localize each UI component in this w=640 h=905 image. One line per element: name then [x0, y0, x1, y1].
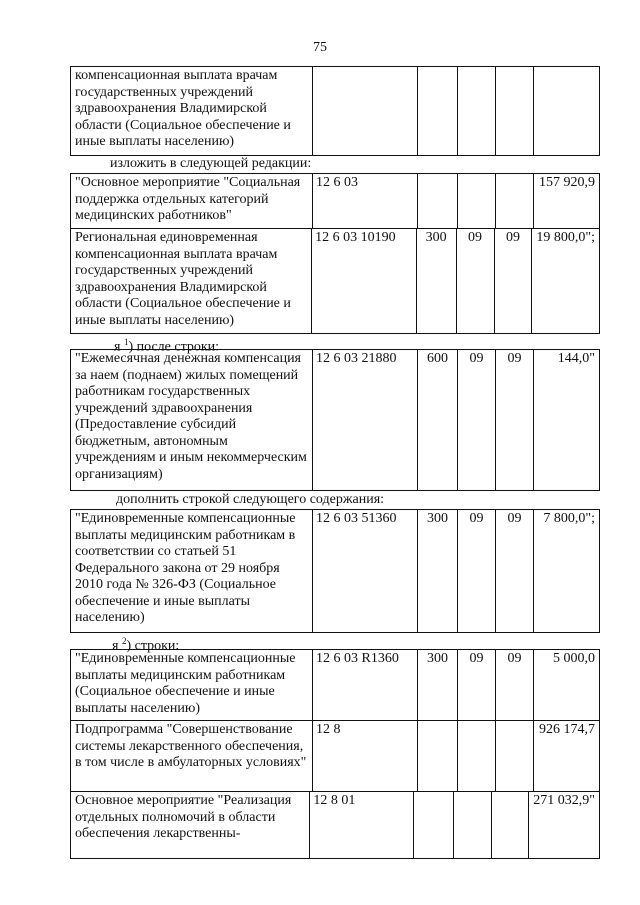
- row-code: 12 6 03 51360: [313, 510, 418, 632]
- table-row: [71, 720, 599, 791]
- row-pr: [496, 174, 534, 228]
- row-pr: 09: [496, 510, 534, 632]
- row-rz: [458, 174, 496, 228]
- row-pr: 09: [496, 350, 534, 490]
- row-vr: 300: [418, 650, 458, 720]
- row-name: "Основное мероприятие "Социальная поддержка отдельных категорий медицинских работников": [71, 174, 313, 228]
- row-vr: [418, 174, 458, 228]
- row-vr: [418, 67, 458, 155]
- budget-table-block-1: [70, 66, 600, 156]
- row-pr: [492, 792, 530, 858]
- row-rz: 09: [458, 650, 496, 720]
- table-row: [71, 67, 599, 155]
- instruction-line: дополнить строкой следующего содержания:: [116, 492, 385, 507]
- instruction-prefix: я: [114, 339, 121, 355]
- row-rz: 09: [457, 229, 495, 333]
- budget-table-block-5: [70, 649, 600, 859]
- instruction-suffix: ) строки:: [126, 638, 180, 654]
- table-row: [71, 510, 599, 632]
- row-rz: 09: [458, 350, 496, 490]
- table-row: [71, 791, 599, 858]
- budget-table-block-2: [70, 173, 600, 334]
- row-code: 12 6 03 21880: [313, 350, 418, 490]
- row-code: 12 8: [313, 721, 418, 791]
- row-pr: 09: [496, 650, 534, 720]
- row-pr: [496, 67, 534, 155]
- row-code: 12 6 03 R1360: [313, 650, 418, 720]
- footnote-mark: 2: [121, 636, 127, 646]
- row-code: 12 8 01: [310, 792, 414, 858]
- table-row: [71, 174, 599, 228]
- row-name: компенсационная выплата врачам государственных учреждений здравоохранения Владимирской области (Социальное обеспечение и иные выплаты населению): [71, 67, 313, 155]
- row-vr: 600: [418, 350, 458, 490]
- row-sum: 144,0": [557, 351, 595, 366]
- row-vr: [418, 721, 458, 791]
- row-code: 12 6 03: [313, 174, 418, 228]
- row-name: "Единовременные компенсационные выплаты медицинским работникам в соответствии со статьей 51 Федерального закона от 29 ноября 2010 года № 326-ФЗ (Социальное обеспечение и иные выплаты населению): [71, 510, 313, 632]
- row-sum: 5 000,0: [553, 651, 595, 666]
- table-row: [71, 650, 599, 720]
- row-sum: [534, 67, 599, 155]
- table-row: [71, 350, 599, 490]
- row-sum: 19 800,0";: [536, 230, 595, 245]
- footnote-mark: 1: [123, 337, 129, 347]
- row-code: 12 6 03 10190: [312, 229, 417, 333]
- row-vr: 300: [418, 510, 458, 632]
- row-pr: 09: [495, 229, 533, 333]
- row-code: [313, 67, 418, 155]
- instruction-prefix: я: [112, 638, 119, 654]
- row-sum: 157 920,9: [539, 175, 595, 190]
- instruction-line: изложить в следующей редакции:: [110, 156, 312, 171]
- row-name: "Ежемесячная денежная компенсация за наем (поднаем) жилых помещений работникам государственных учреждений здравоохранения (Предоставление субсидий бюджетным, автономным учреждениям и иным некоммерческим организациям): [71, 350, 313, 490]
- budget-table-block-4: [70, 509, 600, 633]
- row-sum: 7 800,0";: [543, 511, 595, 526]
- row-name: Основное мероприятие "Реализация отдельных полномочий в области обеспечения лекарственны-: [71, 792, 310, 858]
- row-vr: [414, 792, 454, 858]
- table-row: [71, 228, 599, 333]
- row-name: Подпрограмма "Совершенствование системы лекарственного обеспечения, в том числе в амбулаторных условиях": [71, 721, 313, 791]
- instruction-suffix: ) после строки:: [128, 339, 220, 355]
- row-sum: 271 032,9": [533, 793, 595, 808]
- page-number: 75: [313, 40, 327, 55]
- row-rz: [454, 792, 492, 858]
- row-rz: [458, 67, 496, 155]
- row-sum: 926 174,7: [539, 722, 595, 737]
- row-rz: [458, 721, 496, 791]
- row-name: Региональная единовременная компенсационная выплата врачам государственных учреждений здравоохранения Владимирской области (Социальное обеспечение и иные выплаты населению): [71, 229, 312, 333]
- row-rz: 09: [458, 510, 496, 632]
- row-pr: [496, 721, 534, 791]
- budget-table-block-3: [70, 349, 600, 491]
- row-vr: 300: [417, 229, 457, 333]
- row-name: "Единовременные компенсационные выплаты медицинским работникам (Социальное обеспечение и иные выплаты населению): [71, 650, 313, 720]
